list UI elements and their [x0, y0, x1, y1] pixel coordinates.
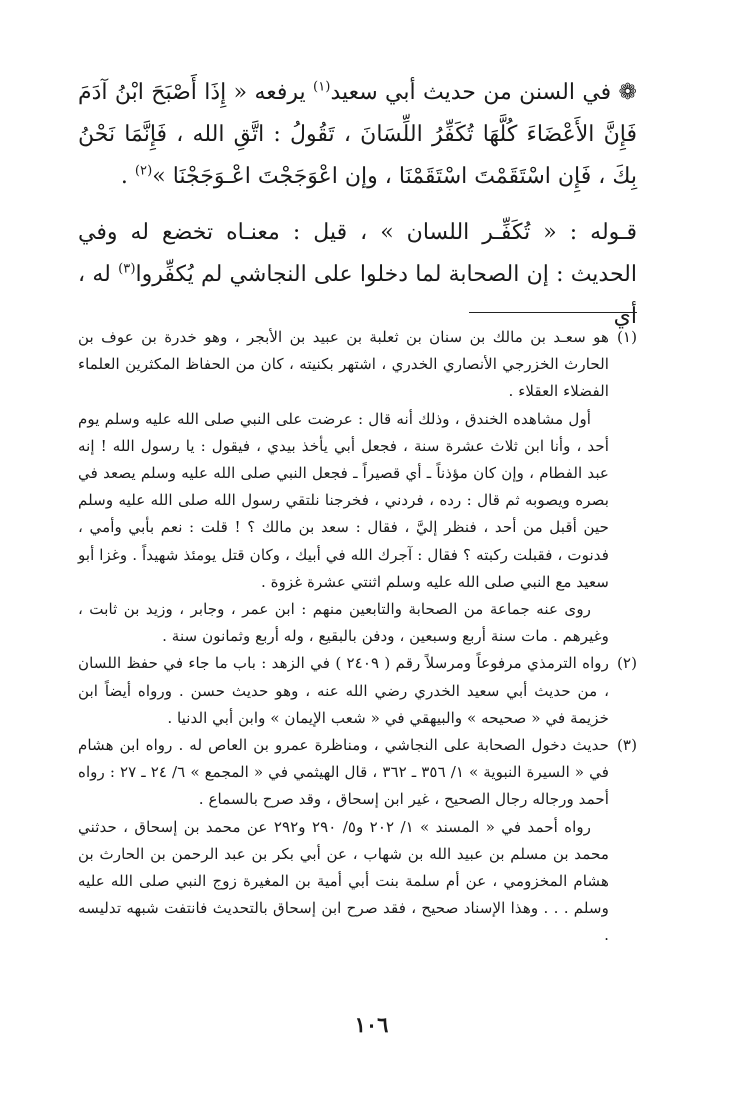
footnote-3: [78, 732, 637, 950]
footnote-1: [78, 324, 637, 650]
footnote-ref-3: (٣): [118, 261, 136, 277]
footnote-paragraph: رواه الترمذي مرفوعاً ومرسلاً رقم ( ٢٤٠٩ ) في الزهد : باب ما جاء في حفظ اللسان ، من حديث أبي سعيد الخدري رضي الله عنه ، وهو حديث حسن . ورواه أيضاً ابن خزيمة في « صحيحه » والبيهقي في « شعب الإيمان » وابن أبي الدنيا .: [78, 654, 609, 727]
footnote-2: [78, 650, 637, 732]
footnote-paragraph: هو سعـد بن مالك بن سنان بن ثعلبة بن عبيد بن الأبجر ، وهو خدرة بن عوف بن الحارث الخزرجي الأنصاري الخدري ، اشتهر بكنيته ، كان من الحفاظ المكثرين العلماء الفضلاء العقلاء .: [78, 328, 609, 401]
footnote-separator: [469, 312, 637, 313]
main-paragraph-1: [78, 72, 637, 198]
footnote-number: (١): [616, 328, 637, 346]
footnote-paragraph: روى عنه جماعة من الصحابة والتابعين منهم : ابن عمر ، وجابر ، وزيد بن ثابت ، وغيرهم . مات سنة أربع وسبعين ، ودفن بالبقيع ، وله أربع وثمانون سنة .: [78, 600, 609, 646]
footnote-number: (٣): [616, 736, 637, 755]
main-text: [78, 72, 637, 338]
footnote-ref-2: (٢): [134, 163, 153, 179]
page-number: ١٠٦: [354, 1012, 389, 1037]
paragraph-tail: له ، أي: [78, 262, 637, 329]
hadith-text: يرفعه « إِذَا أَصْبَحَ ابْنُ آدَمَ فَإِنَّ الأَعْضَاءَ كُلَّهَا تُكَفِّرُ اللِّسَانَ ، تَقُولُ : اتَّقِ الله ، فَإِنَّمَا نَحْنُ بِكَ ، فَإِن اسْتَقَمْتَ اسْتَقَمْنَا ، وإن اعْوَجَجْتَ اعْـوَجَجْنَا »: [78, 80, 637, 189]
footnote-paragraph: رواه أحمد في « المسند » ١/ ٢٠٢ و٥/ ٢٩٠ و٢٩٢ عن محمد بن إسحاق ، حدثني محمد بن مسلم بن عبيد الله بن شهاب ، عن أبي بكر بن عبد الرحمن بن الحارث بن هشام المخزومي ، عن أم سلمة بنت أبي أمية بن المغيرة زوج النبي صلى الله عليه وسلم . . . وهذا الإسناد صحيح ، فقد صرح ابن إسحاق بالتحديث فانتفت شبهه تدليسه .: [78, 817, 609, 945]
paragraph-tail: .: [120, 164, 135, 189]
footnote-paragraph: أول مشاهده الخندق ، وذلك أنه قال : عرضت على النبي صلى الله عليه وسلم يوم أحد ، وأنا ابن ثلاث عشرة سنة ، فجعل أبي يأخذ بيدي ، فيقول : يا رسول الله ! إنه عبد الفطام ، وإن كان مؤذناً ـ أي قصيراً ـ فجعل النبي صلى الله عليه وسلم يصعد في بصره ويصوبه ثم قال : رده ، فردني ، فخرجنا نلتقي رسول الله صلى الله عليه وسلم حين أقبل من أحد ، فنظر إليَّ ، فقال : سعد بن مالك ؟ ! قلت : نعم بأبي وأمي ، فدنوت ، فقبلت ركبته ؟ فقال : آجرك الله في أبيك ، وكان قتل يومئذ شهيداً . وغزا أبو سعيد مع النبي صلى الله عليه وسلم اثنتي عشرة غزوة .: [78, 409, 609, 591]
footnote-number: (٢): [616, 654, 637, 673]
footnote-ref-1: (١): [313, 79, 331, 95]
paragraph-lead: ❁ في السنن من حديث أبي سعيد: [330, 80, 637, 105]
footnote-paragraph: حديث دخول الصحابة على النجاشي ، ومناظرة عمرو بن العاص له . رواه ابن هشام في « السيرة النبوية » ١/ ٣٥٦ ـ ٣٦٢ ، قال الهيثمي في « المجمع » ٦/ ٢٤ ـ ٢٧ : رواه أحمد ورجاله رجال الصحيح ، غير ابن إسحاق ، وقد صرح بالسماع .: [78, 736, 610, 809]
footnotes: [78, 324, 637, 950]
paragraph-text: قـوله : « تُكَفِّـر اللسان » ، قيل : معنـاه تخضع له وفي الحديث : إن الصحابة لما دخلوا على النجاشي لم يُكفِّروا: [78, 220, 637, 287]
main-paragraph-2: [78, 212, 637, 338]
